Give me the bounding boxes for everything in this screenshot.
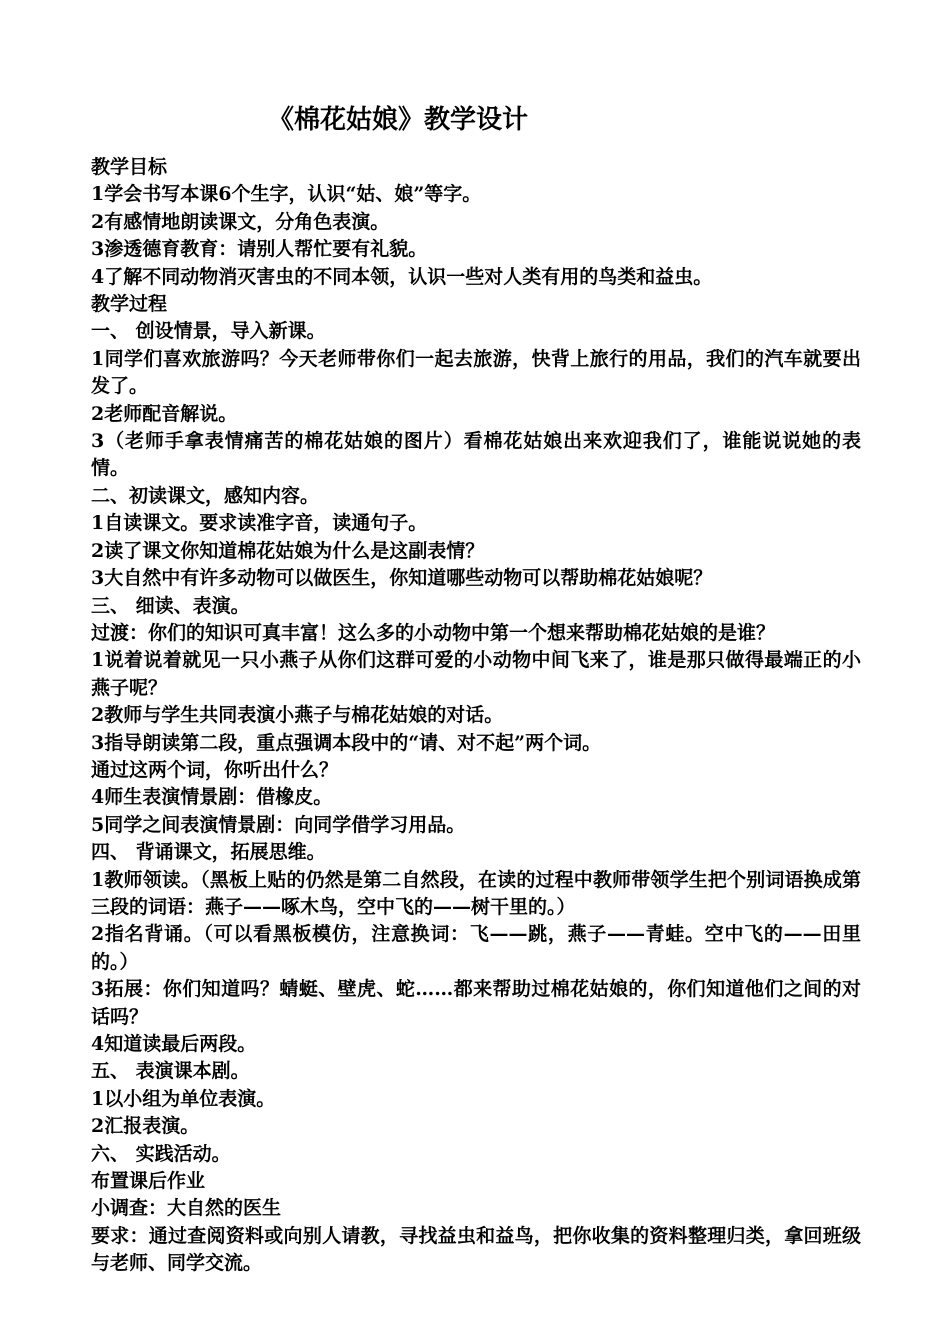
paragraph: 3（老师手拿表情痛苦的棉花姑娘的图片）看棉花姑娘出来欢迎我们了，谁能说说她的表情。 [91, 430, 861, 480]
homework-requirement: 要求：通过查阅资料或向别人请教，寻找益虫和益鸟，把你收集的资料整理归类，拿回班级与老师、同学交流。 [91, 1224, 861, 1275]
document-page [91, 100, 861, 1278]
step-heading: 六、 实践活动。 [91, 1142, 231, 1165]
paragraph: 1同学们喜欢旅游吗？今天老师带你们一起去旅游，快背上旅行的用品，我们的汽车就要出发了。 [91, 347, 861, 398]
paragraph: 1自读课文。要求读准字音，读通句子。 [91, 512, 428, 535]
step-heading: 四、 背诵课文，拓展思维。 [91, 841, 326, 864]
paragraph: 2老师配音解说。 [91, 402, 238, 425]
objective-item: 1学会书写本课6个生字，认识“姑、娘”等字。 [91, 183, 482, 206]
section-heading-process: 教学过程 [91, 293, 168, 316]
objective-item: 4了解不同动物消灭害虫的不同本领，认识一些对人类有用的鸟类和益虫。 [91, 265, 713, 288]
paragraph: 5同学之间表演情景剧：向同学借学习用品。 [91, 813, 466, 836]
step-heading: 一、 创设情景，导入新课。 [91, 320, 326, 343]
homework-survey: 小调查：大自然的医生 [91, 1197, 282, 1220]
paragraph: 通过这两个词，你听出什么？ [91, 758, 339, 781]
step-heading: 五、 表演课本剧。 [91, 1060, 250, 1083]
section-heading-objectives: 教学目标 [91, 156, 168, 178]
paragraph: 1说着说着就见一只小燕子从你们这群可爱的小动物中间飞来了，谁是那只做得最端正的小燕子呢？ [91, 649, 861, 699]
paragraph: 2指名背诵。（可以看黑板模仿，注意换词：飞——跳，燕子——青蛙。空中飞的——田里的。） [91, 923, 861, 973]
paragraph: 4师生表演情景剧：借橡皮。 [91, 786, 333, 809]
objective-item: 3渗透德育教育：请别人帮忙要有礼貌。 [91, 238, 428, 261]
paragraph: 2汇报表演。 [91, 1115, 200, 1138]
paragraph: 2读了课文你知道棉花姑娘为什么是这副表情？ [91, 539, 485, 562]
step-heading: 三、 细读、表演。 [91, 594, 250, 617]
paragraph: 1教师领读。（黑板上贴的仍然是第二自然段，在读的过程中教师带领学生把个别词语换成第三段的词语：燕子——啄木鸟，空中飞的——树干里的。） [91, 868, 861, 918]
document-title: 《棉花姑娘》教学设计 [268, 105, 529, 135]
document-body [91, 154, 861, 1278]
objective-item: 2有感情地朗读课文，分角色表演。 [91, 210, 390, 233]
homework-heading: 布置课后作业 [91, 1170, 206, 1193]
paragraph: 3大自然中有许多动物可以做医生，你知道哪些动物可以帮助棉花姑娘呢？ [91, 567, 713, 590]
paragraph: 3指导朗读第二段，重点强调本段中的“请、对不起”两个词。 [91, 731, 602, 754]
paragraph: 3拓展：你们知道吗？蜻蜓、壁虎、蛇……都来帮助过棉花姑娘的，你们知道他们之间的对话吗？ [91, 978, 861, 1028]
step-heading: 二、初读课文，感知内容。 [91, 484, 320, 507]
paragraph: 2教师与学生共同表演小燕子与棉花姑娘的对话。 [91, 704, 504, 727]
paragraph: 过渡：你们的知识可真丰富！这么多的小动物中第一个想来帮助棉花姑娘的是谁？ [91, 621, 776, 644]
paragraph: 1以小组为单位表演。 [91, 1087, 276, 1110]
paragraph: 4知道读最后两段。 [91, 1033, 257, 1055]
